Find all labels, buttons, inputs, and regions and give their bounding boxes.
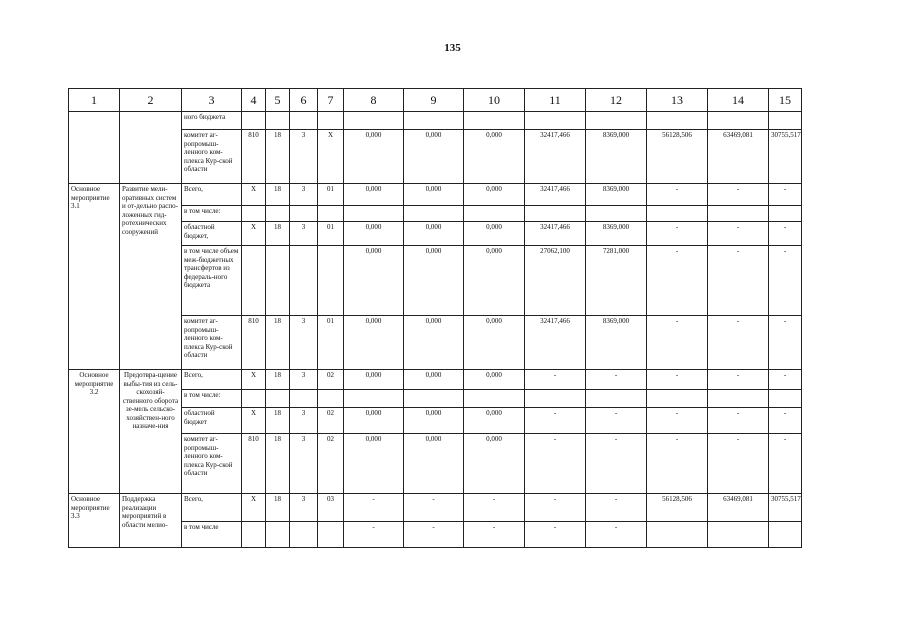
value-cell: 3 [290,408,318,434]
value-cell: 18 [266,408,290,434]
value-cell: 0,000 [464,434,525,494]
value-cell: 0,000 [404,434,464,494]
value-cell: 810 [242,434,266,494]
value-cell [769,206,802,222]
value-cell: - [769,316,802,370]
value-cell: 01 [318,222,344,246]
value-cell: - [647,222,708,246]
col-header: 6 [290,89,318,112]
col-header: 14 [708,89,769,112]
value-cell: 0,000 [464,222,525,246]
budget-source-cell: Всего, [182,370,242,390]
value-cell: 32417,466 [525,130,586,184]
budget-table [68,88,802,548]
value-cell [242,206,266,222]
value-cell [647,390,708,408]
value-cell: 32417,466 [525,316,586,370]
value-cell: - [464,494,525,522]
value-cell [525,390,586,408]
value-cell [318,390,344,408]
value-cell: 0,000 [344,434,404,494]
col-header: 8 [344,89,404,112]
value-cell: 0,000 [404,184,464,206]
value-cell: - [525,494,586,522]
value-cell: - [708,434,769,494]
value-cell: - [769,370,802,390]
value-cell: 32417,466 [525,222,586,246]
budget-source-cell: областной бюджет [182,408,242,434]
event-code-cell: Основное мероприятие 3.3 [69,494,120,548]
value-cell [769,112,802,130]
value-cell: - [708,184,769,206]
value-cell: 18 [266,316,290,370]
budget-source-cell: в том числе: [182,206,242,222]
budget-source-cell: в том числе: [182,390,242,408]
value-cell: - [404,494,464,522]
table-row [69,184,802,206]
event-name-cell: Развитие мели-оративных систем и от-дельно распо-ложенных гид-ротехнических сооружений [120,184,182,370]
value-cell: 0,000 [464,408,525,434]
value-cell: 18 [266,370,290,390]
value-cell: 02 [318,408,344,434]
event-name-cell [120,112,182,184]
value-cell: - [708,370,769,390]
value-cell: 3 [290,222,318,246]
col-header: 5 [266,89,290,112]
value-cell [242,112,266,130]
value-cell: - [404,522,464,548]
value-cell: 0,000 [404,130,464,184]
value-cell [769,390,802,408]
value-cell: 27062,100 [525,246,586,316]
value-cell: 0,000 [404,316,464,370]
event-code-cell: Основное мероприятие 3.1 [69,184,120,370]
value-cell: 810 [242,316,266,370]
value-cell: 0,000 [344,370,404,390]
value-cell: 0,000 [404,370,464,390]
budget-source-cell: комитет аг-ропромыш-ленного ком-плекса Кур-ской области [182,130,242,184]
value-cell: 8369,000 [586,316,647,370]
value-cell: 0,000 [344,316,404,370]
event-name-cell: Предотвра-щение выбы-тия из сель-скохозяй-ственного оборота зе-мель сельско-хозяйствен-ного назначе-ния [120,370,182,494]
value-cell [708,390,769,408]
value-cell: - [708,316,769,370]
value-cell: X [242,184,266,206]
value-cell: - [769,408,802,434]
value-cell: 0,000 [464,184,525,206]
value-cell [290,112,318,130]
budget-source-cell: Всего, [182,184,242,206]
value-cell: - [586,370,647,390]
value-cell [318,206,344,222]
col-header: 1 [69,89,120,112]
value-cell [586,206,647,222]
value-cell: - [525,370,586,390]
value-cell [769,522,802,548]
value-cell [525,112,586,130]
value-cell [318,246,344,316]
value-cell [266,246,290,316]
table-row [69,112,802,130]
value-cell: 18 [266,494,290,522]
table-row [69,494,802,522]
event-code-cell [69,112,120,184]
value-cell [464,390,525,408]
event-code-cell: Основное мероприятие 3.2 [69,370,120,494]
value-cell [586,112,647,130]
value-cell: X [242,370,266,390]
value-cell: 0,000 [464,370,525,390]
value-cell: X [318,130,344,184]
value-cell: - [647,316,708,370]
value-cell [404,206,464,222]
value-cell: 56128,506 [647,130,708,184]
value-cell: 18 [266,130,290,184]
value-cell: - [647,246,708,316]
col-header: 2 [120,89,182,112]
budget-source-cell: в том числе [182,522,242,548]
value-cell: 01 [318,316,344,370]
value-cell: - [647,184,708,206]
budget-source-cell: комитет аг-ропромыш-ленного ком-плекса Кур-ской области [182,434,242,494]
value-cell [318,112,344,130]
col-header: 9 [404,89,464,112]
value-cell [290,206,318,222]
col-header: 12 [586,89,647,112]
value-cell [266,206,290,222]
value-cell: 0,000 [464,246,525,316]
value-cell [318,522,344,548]
value-cell [266,112,290,130]
value-cell: 0,000 [344,184,404,206]
col-header: 15 [769,89,802,112]
value-cell: 0,000 [464,130,525,184]
col-header: 13 [647,89,708,112]
value-cell: - [647,370,708,390]
value-cell: - [464,522,525,548]
value-cell [266,522,290,548]
value-cell: - [769,246,802,316]
value-cell [404,390,464,408]
value-cell: - [586,494,647,522]
value-cell: 3 [290,184,318,206]
value-cell [344,390,404,408]
value-cell: X [242,494,266,522]
value-cell [404,112,464,130]
value-cell: 18 [266,222,290,246]
value-cell: 810 [242,130,266,184]
value-cell: - [525,522,586,548]
value-cell: - [769,434,802,494]
value-cell: 3 [290,494,318,522]
value-cell: 8369,000 [586,184,647,206]
value-cell: 0,000 [344,130,404,184]
budget-source-cell: Всего, [182,494,242,522]
value-cell [242,390,266,408]
event-name-cell: Поддержка реализации мероприятий в области мелио- [120,494,182,548]
value-cell: - [708,222,769,246]
value-cell: 0,000 [344,246,404,316]
value-cell: - [586,522,647,548]
value-cell [647,522,708,548]
value-cell: 0,000 [344,222,404,246]
value-cell [708,112,769,130]
value-cell: 02 [318,370,344,390]
value-cell: 03 [318,494,344,522]
value-cell [708,522,769,548]
col-header: 11 [525,89,586,112]
value-cell: 18 [266,184,290,206]
col-header: 10 [464,89,525,112]
value-cell: - [769,184,802,206]
value-cell: X [242,222,266,246]
value-cell [266,390,290,408]
value-cell: 0,000 [464,316,525,370]
col-header: 4 [242,89,266,112]
budget-source-cell: ного бюджета [182,112,242,130]
value-cell: 8369,000 [586,222,647,246]
col-header: 3 [182,89,242,112]
value-cell [464,206,525,222]
value-cell: - [708,408,769,434]
value-cell: - [708,246,769,316]
value-cell: - [525,408,586,434]
value-cell: 32417,466 [525,184,586,206]
value-cell: 63469,081 [708,494,769,522]
value-cell [647,206,708,222]
budget-source-cell: комитет аг-ропромыш-ленного ком-плекса Кур-ской области [182,316,242,370]
value-cell: 0,000 [344,408,404,434]
value-cell: - [525,434,586,494]
value-cell: - [769,222,802,246]
value-cell [242,522,266,548]
header-row [69,89,802,112]
value-cell: 01 [318,184,344,206]
value-cell [290,246,318,316]
value-cell: 3 [290,316,318,370]
value-cell: 3 [290,130,318,184]
value-cell: 56128,506 [647,494,708,522]
value-cell: - [647,434,708,494]
value-cell [344,112,404,130]
value-cell: 3 [290,370,318,390]
value-cell [464,112,525,130]
budget-source-cell: в том числе объем меж-бюджетных трансфертов из федераль-ного бюджета [182,246,242,316]
value-cell: - [344,522,404,548]
table-row [69,370,802,390]
value-cell: 7281,000 [586,246,647,316]
value-cell: 0,000 [404,222,464,246]
value-cell: 0,000 [404,408,464,434]
value-cell: X [242,408,266,434]
value-cell [344,206,404,222]
value-cell [708,206,769,222]
value-cell [647,112,708,130]
col-header: 7 [318,89,344,112]
value-cell: 18 [266,434,290,494]
page-number: 135 [444,42,461,54]
value-cell [242,246,266,316]
value-cell: 30755,517 [769,130,802,184]
value-cell: - [647,408,708,434]
value-cell [586,390,647,408]
value-cell: 0,000 [404,246,464,316]
value-cell: 8369,000 [586,130,647,184]
value-cell: 02 [318,434,344,494]
value-cell: - [586,434,647,494]
value-cell: - [344,494,404,522]
budget-source-cell: областной бюджет, [182,222,242,246]
value-cell: 3 [290,434,318,494]
value-cell: 30755,517 [769,494,802,522]
value-cell [525,206,586,222]
value-cell [290,390,318,408]
value-cell: 63469,081 [708,130,769,184]
value-cell: - [586,408,647,434]
value-cell [290,522,318,548]
